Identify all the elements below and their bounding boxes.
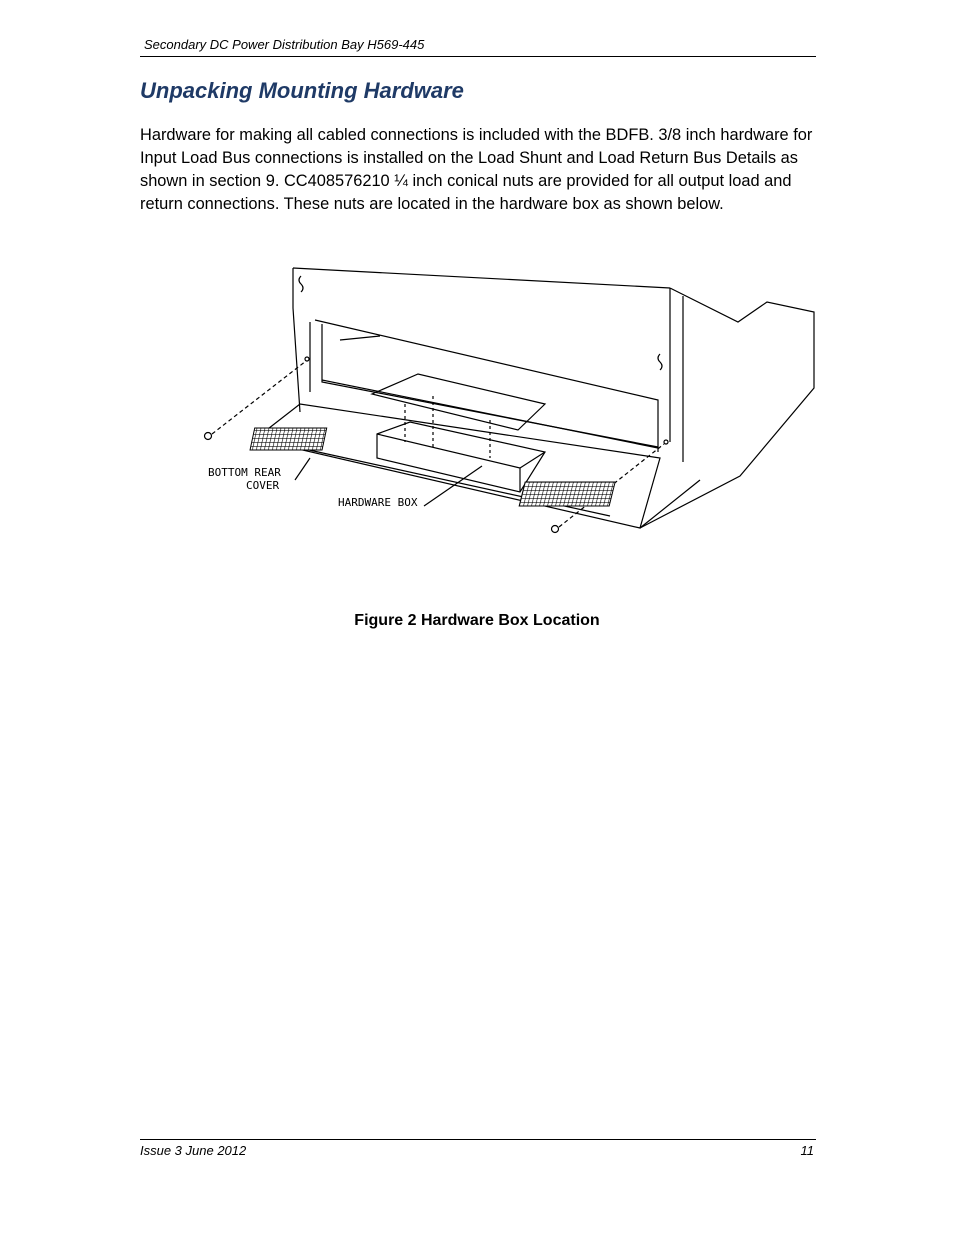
running-header: Secondary DC Power Distribution Bay H569-445 [144, 37, 425, 52]
right-vent-grille [519, 482, 615, 506]
bottom-rear-cover-label: BOTTOM REAR [208, 466, 281, 479]
figure-caption: Figure 2 Hardware Box Location [354, 612, 600, 629]
footer-divider [140, 1139, 816, 1140]
bottom-rear-cover-label-line2: COVER [246, 479, 280, 492]
hardware-box-diagram [200, 262, 820, 538]
page-number: 11 [800, 1143, 814, 1158]
header-divider [140, 56, 816, 57]
cabinet-outline [205, 268, 815, 533]
left-vent-grille [250, 428, 327, 450]
footer-issue: Issue 3 June 2012 [140, 1143, 247, 1158]
hardware-box-label: HARDWARE BOX [338, 496, 418, 509]
section-title: Unpacking Mounting Hardware [140, 78, 464, 103]
body-paragraph: Hardware for making all cabled connections is included with the BDFB. 3/8 inch hardware for Input Load Bus connections is installed on the Load Shunt and Load Return Bus Details as shown in section 9. CC408576210 ¼ inch conical nuts are provided for all output load and return connections. These nuts are located in the hardware box as shown below. [140, 126, 813, 213]
